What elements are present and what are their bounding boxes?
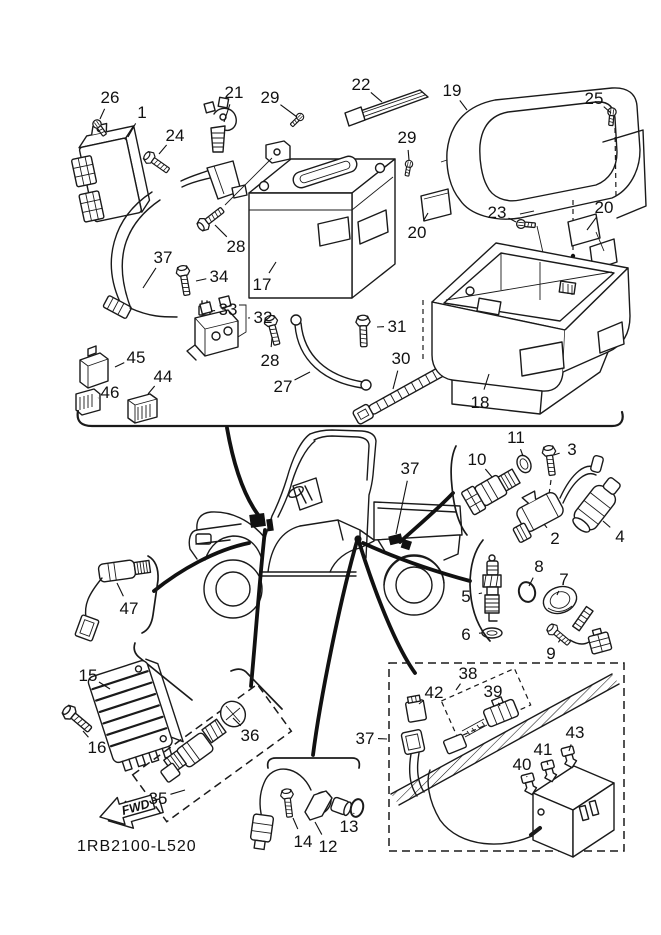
callout-leader-5	[479, 593, 482, 594]
callout-38: 38	[458, 664, 478, 683]
callout-11: 11	[507, 428, 525, 447]
callout-40: 40	[512, 755, 532, 774]
bolt-29a-drawing	[289, 112, 305, 128]
screw-23-drawing	[516, 219, 535, 229]
callout-25: 25	[584, 89, 604, 108]
callout-17: 17	[252, 275, 272, 294]
callout-27: 27	[273, 377, 293, 396]
callout-19: 19	[442, 81, 462, 100]
switch-35-36-drawing	[160, 696, 250, 782]
bolt-31-drawing	[356, 315, 371, 347]
callout-3: 3	[567, 440, 577, 459]
bracket-sensor-group	[268, 758, 360, 768]
callout-43: 43	[565, 723, 585, 742]
callout-leader-19	[460, 100, 467, 110]
oring-13-drawing	[349, 798, 365, 818]
callout-leader-37	[143, 268, 156, 288]
callout-34: 34	[209, 267, 229, 286]
fwd-label: FWD	[120, 796, 152, 818]
oring-8-drawing	[517, 580, 538, 603]
callout-leader-28	[215, 225, 227, 237]
callout-leader-34	[196, 279, 206, 281]
relay-45-drawing	[80, 346, 108, 388]
callout-leader-28	[271, 338, 272, 347]
callout-16: 16	[87, 738, 107, 757]
callout-29: 29	[260, 88, 280, 107]
callout-leader-35	[170, 790, 185, 794]
callout-1: 1	[137, 103, 147, 122]
part-code: 1RB2100-L520	[77, 838, 197, 855]
callout-46: 46	[100, 383, 120, 402]
callout-5: 5	[461, 587, 471, 606]
callout-leader-12	[315, 822, 322, 835]
callout-20: 20	[594, 198, 614, 217]
ecu-unit-drawing	[66, 118, 152, 224]
callout-37: 37	[400, 459, 420, 478]
callout-29: 29	[397, 128, 417, 147]
callout-37: 37	[355, 729, 375, 748]
callout-6: 6	[461, 625, 471, 644]
callout-leader-14	[293, 818, 298, 829]
callout-12: 12	[318, 837, 338, 856]
callout-leader-37	[396, 481, 407, 534]
callout-26: 26	[100, 88, 120, 107]
callout-leader-44	[148, 386, 155, 394]
bolt-34-drawing	[175, 265, 193, 297]
callout-leader-22	[371, 92, 382, 102]
callout-leader-29	[408, 150, 409, 160]
callout-leader-30	[393, 371, 398, 389]
strap-22-drawing	[345, 90, 428, 126]
washer-6-inner	[487, 631, 497, 635]
relay-44-drawing	[128, 394, 157, 423]
bolt-24-drawing	[141, 149, 171, 176]
callout-8: 8	[534, 557, 544, 576]
callout-14: 14	[293, 832, 313, 851]
callout-28: 28	[226, 237, 246, 256]
callout-37: 37	[153, 248, 173, 267]
callout-leader-45	[115, 363, 124, 367]
callout-23: 23	[487, 203, 507, 222]
cover-46-drawing	[76, 389, 100, 415]
callout-31: 31	[387, 317, 407, 336]
bolt-3-drawing	[541, 445, 559, 476]
callout-22: 22	[351, 75, 371, 94]
callout-20: 20	[407, 223, 427, 242]
bolt-16-drawing	[60, 703, 95, 736]
callout-44: 44	[153, 367, 173, 386]
callout-39: 39	[483, 682, 503, 701]
callout-47: 47	[119, 599, 139, 618]
callout-leader-24	[159, 145, 167, 154]
callout-leader-38	[456, 684, 461, 690]
callout-leader-27	[295, 372, 310, 380]
callout-2: 2	[550, 529, 560, 548]
spark-plug-5-drawing	[483, 555, 501, 621]
component-groups	[60, 445, 626, 857]
callout-4: 4	[615, 527, 625, 546]
bolt-14-drawing	[280, 788, 296, 817]
callout-45: 45	[126, 348, 146, 367]
callout-42: 42	[424, 683, 444, 702]
bolt-28a-drawing	[195, 204, 227, 233]
callout-30: 30	[391, 349, 411, 368]
callout-15: 15	[78, 666, 98, 685]
washer-11-drawing	[514, 453, 533, 475]
thermo-switch-10-drawing	[461, 465, 522, 516]
callout-13: 13	[339, 817, 359, 836]
battery-box-18-drawing	[423, 243, 630, 414]
callout-41: 41	[533, 740, 553, 759]
callout-18: 18	[470, 393, 490, 412]
callout-leader-4	[603, 521, 610, 527]
callout-leader-10	[485, 469, 492, 477]
callout-9: 9	[546, 644, 556, 663]
callout-33: 33	[218, 300, 238, 319]
callout-leader-9	[558, 640, 560, 642]
callout-leader-26	[100, 109, 105, 119]
callout-35: 35	[148, 789, 168, 808]
cdi-unit-drawing	[531, 766, 614, 857]
callout-leader-29	[280, 105, 297, 117]
callout-leader-47	[117, 583, 123, 596]
callout-32: 32	[253, 308, 273, 327]
callout-28: 28	[260, 351, 280, 370]
sensor-47-drawing	[75, 557, 151, 641]
bolt-29b-drawing	[403, 160, 413, 177]
clamp-21-drawing	[204, 97, 236, 152]
callout-7: 7	[559, 570, 569, 589]
washer-6-drawing	[482, 628, 502, 638]
callout-36: 36	[240, 726, 260, 745]
washer-11-inner	[519, 458, 530, 471]
callout-10: 10	[467, 450, 487, 469]
callout-21: 21	[224, 83, 244, 102]
callout-24: 24	[165, 126, 185, 145]
